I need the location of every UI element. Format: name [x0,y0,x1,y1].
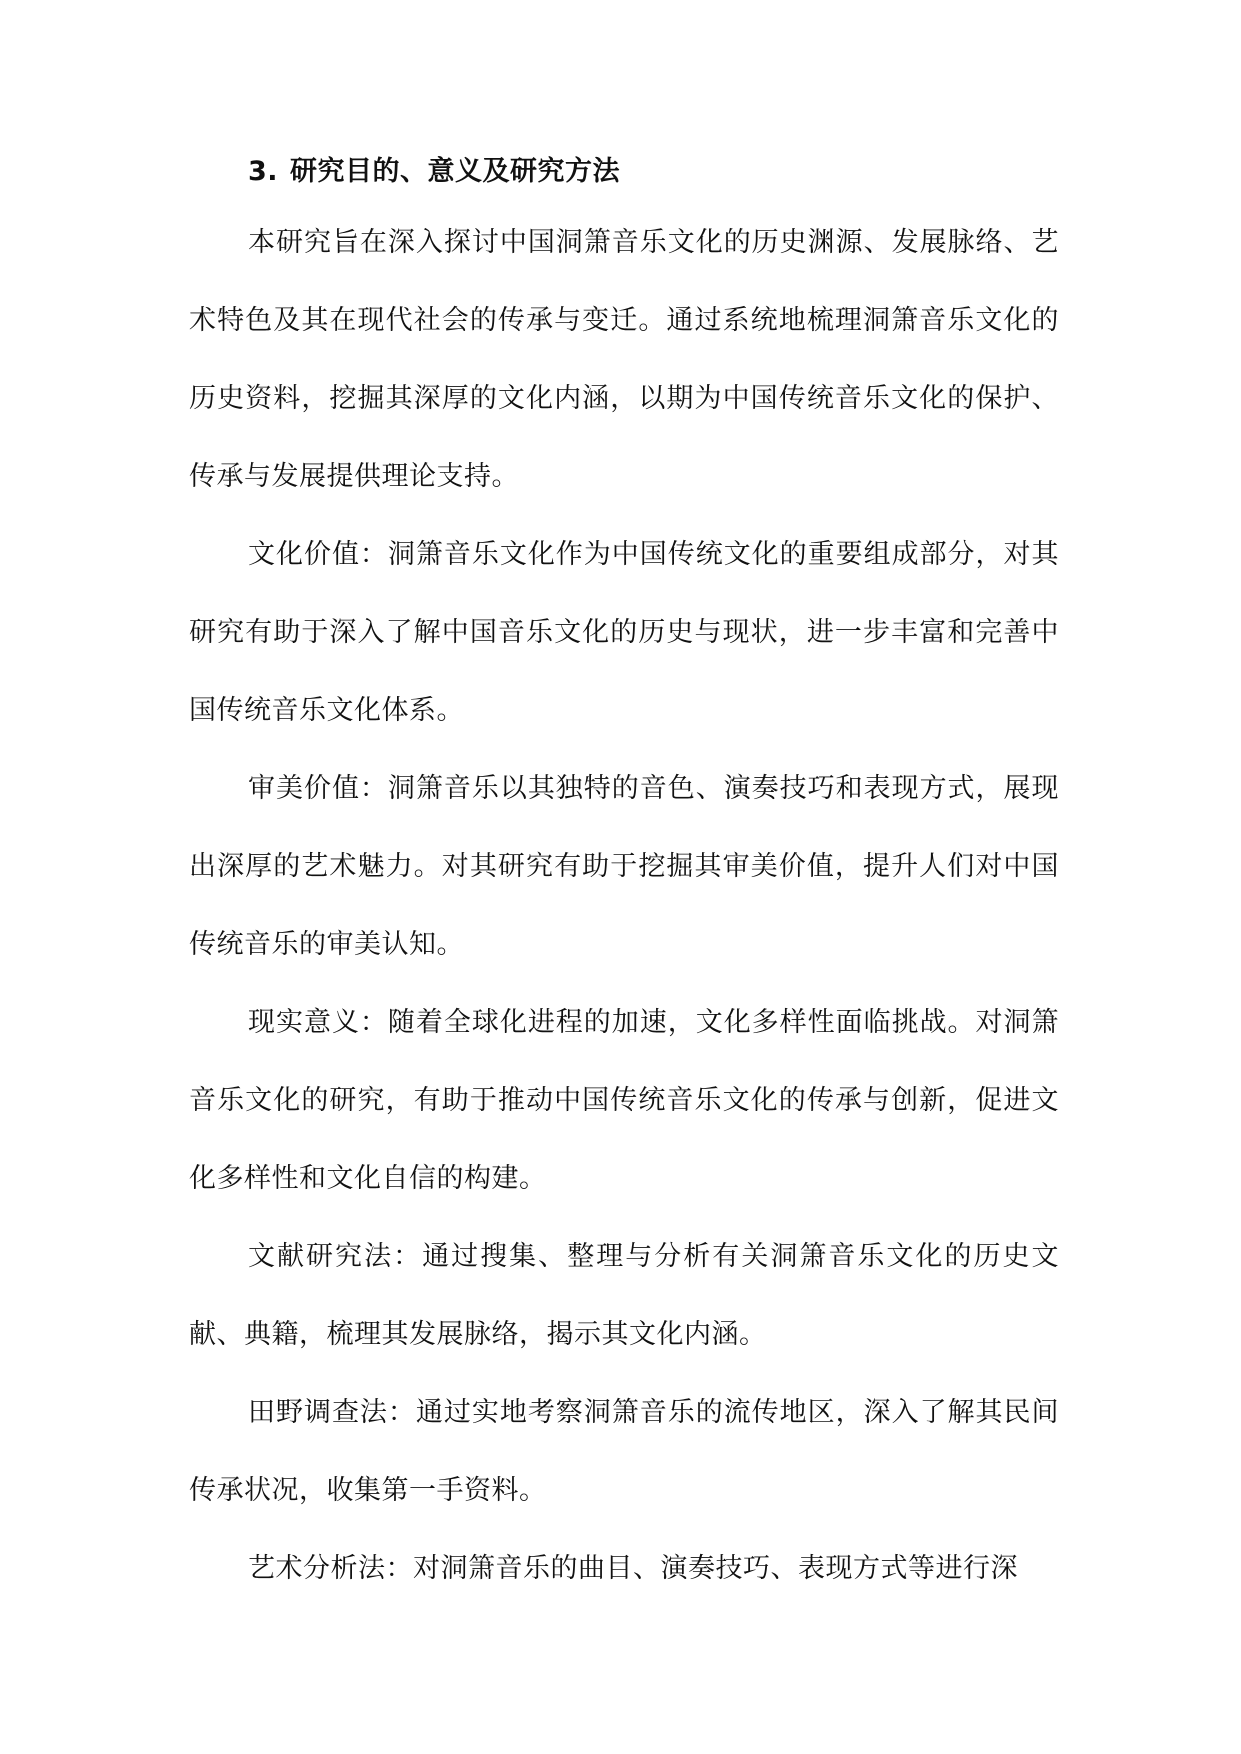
paragraph-art-analysis-method: 艺术分析法：对洞箫音乐的曲目、演奏技巧、表现方式等进行深 [248,1553,1018,1584]
paragraph-cultural-value: 文化价值：洞箫音乐文化作为中国传统文化的重要组成部分，对其研究有助于深入了解中国音乐文化的历史与现状，进一步丰富和完善中国传统音乐文化体系。 [189,539,1059,726]
section-heading [189,140,1059,204]
paragraph-research-purpose: 本研究旨在深入探讨中国洞箫音乐文化的历史渊源、发展脉络、艺术特色及其在现代社会的传承与变迁。通过系统地梳理洞箫音乐文化的历史资料，挖掘其深厚的文化内涵，以期为中国传统音乐文化的保护、传承与发展提供理论支持。 [189,227,1059,492]
paragraph-practical-significance: 现实意义：随着全球化进程的加速，文化多样性面临挑战。对洞箫音乐文化的研究，有助于推动中国传统音乐文化的传承与创新，促进文化多样性和文化自信的构建。 [189,1007,1059,1194]
paragraph-fieldwork-method: 田野调查法：通过实地考察洞箫音乐的流传地区，深入了解其民间传承状况，收集第一手资料。 [189,1397,1059,1506]
section-number: 3. [248,156,279,187]
paragraph-aesthetic-value: 审美价值：洞箫音乐以其独特的音色、演奏技巧和表现方式，展现出深厚的艺术魅力。对其研究有助于挖掘其审美价值，提升人们对中国传统音乐的审美认知。 [189,773,1059,960]
section-title: 研究目的、意义及研究方法 [290,156,621,187]
document-body [189,140,1059,1608]
paragraph-literature-method: 文献研究法：通过搜集、整理与分析有关洞箫音乐文化的历史文献、典籍，梳理其发展脉络，揭示其文化内涵。 [189,1241,1059,1350]
